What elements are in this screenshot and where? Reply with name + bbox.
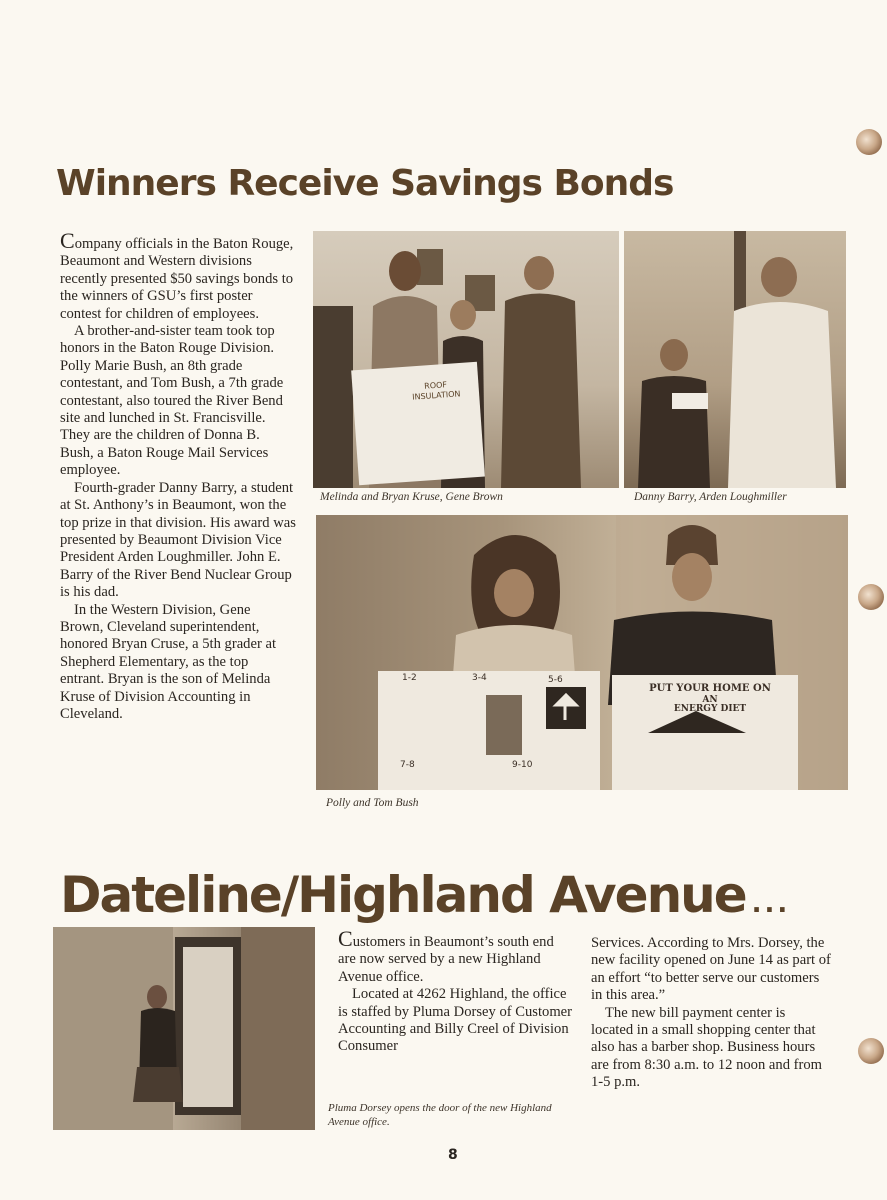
article1-body bbox=[60, 228, 296, 723]
poster-left-label-1: 1-2 bbox=[402, 673, 417, 683]
poster-roof-insulation: ROOF INSULATION bbox=[411, 380, 461, 402]
photo-polly-tom-bush bbox=[316, 515, 848, 790]
article1-paragraph-1: Company officials in the Baton Rouge, Beaumont and Western divisions recently presented $50 savings bonds to the winners of GSU’s first poster contest for children of employees. bbox=[60, 228, 294, 322]
binder-hole-top bbox=[856, 129, 882, 155]
poster-left-label-5: 9-10 bbox=[512, 760, 533, 770]
poster-left-label-3: 5-6 bbox=[548, 675, 563, 685]
article1-paragraph-2: A brother-and-sister team took top honors in the Baton Rouge Division. Polly Marie Bush, an 8th grade contestant, and Tom Bush, a 7th grade contestant, also toured the River Bend site and lunched in St. Francisville. They are the children of Donna B. Bush, a Baton Rouge Mail Services employee. bbox=[60, 323, 284, 479]
article2-headline: Dateline/Highland Avenue ... bbox=[60, 866, 791, 924]
photo-barry-loughmiller-caption: Danny Barry, Arden Loughmiller bbox=[634, 491, 787, 503]
photo-kruse-brown-caption: Melinda and Bryan Kruse, Gene Brown bbox=[320, 491, 503, 503]
article1-dropcap: C bbox=[60, 228, 75, 253]
article2-paragraph-3: Services. According to Mrs. Dorsey, the new facility opened on June 14 as part of an effort “to better serve our customers in this area.” bbox=[591, 935, 831, 1004]
poster-right-line-1: PUT YOUR HOME ON bbox=[649, 683, 771, 694]
article2-paragraph-1: Customers in Beaumont’s south end are now served by a new Highland Avenue office. bbox=[338, 926, 554, 985]
poster-left-label-4: 7-8 bbox=[400, 760, 415, 770]
page-number: 8 bbox=[448, 1147, 458, 1163]
photo-kruse-brown bbox=[313, 231, 619, 488]
photo-pluma-dorsey-caption: Pluma Dorsey opens the door of the new Highland Avenue office. bbox=[328, 1102, 552, 1128]
article1-headline: Winners Receive Savings Bonds bbox=[56, 163, 674, 204]
article2-dropcap: C bbox=[338, 926, 353, 951]
poster-right-line-3: ENERGY DIET bbox=[673, 704, 747, 714]
article1-paragraph-3: Fourth-grader Danny Barry, a student at St. Anthony’s in Beaumont, won the top prize in that division. His award was presented by Beaumont Division Vice President Arden Loughmiller. John E. Barry of the River Bend Nuclear Group is his dad. bbox=[60, 479, 296, 601]
binder-hole-middle bbox=[858, 584, 884, 610]
poster-left-label-2: 3-4 bbox=[472, 673, 487, 683]
binder-hole-bottom bbox=[858, 1038, 884, 1064]
article2-column-2 bbox=[591, 935, 831, 1092]
photo-polly-tom-bush-caption: Polly and Tom Bush bbox=[326, 797, 419, 809]
photo-pluma-dorsey bbox=[53, 927, 315, 1130]
article1-paragraph-4: In the Western Division, Gene Brown, Cleveland superintendent, honored Bryan Cruse, a 5th grader at Shepherd Elementary, as the top entrant. Bryan is the son of Melinda Kruse of Division Accounting in Cleveland. bbox=[60, 601, 276, 722]
poster-right-line-2: AN bbox=[702, 695, 718, 705]
photo-barry-loughmiller bbox=[624, 231, 846, 488]
article2-paragraph-4: The new bill payment center is located in a small shopping center that also has a barber shop. Business hours are from 8:30 a.m. to 12 noon and from 1-5 p.m. bbox=[591, 1004, 823, 1091]
article2-column-1 bbox=[338, 926, 574, 1056]
article2-paragraph-2: Located at 4262 Highland, the office is staffed by Pluma Dorsey of Customer Accounting and Billy Creel of Division Consumer bbox=[338, 986, 573, 1055]
article2-headline-ellipsis: ... bbox=[751, 889, 791, 919]
